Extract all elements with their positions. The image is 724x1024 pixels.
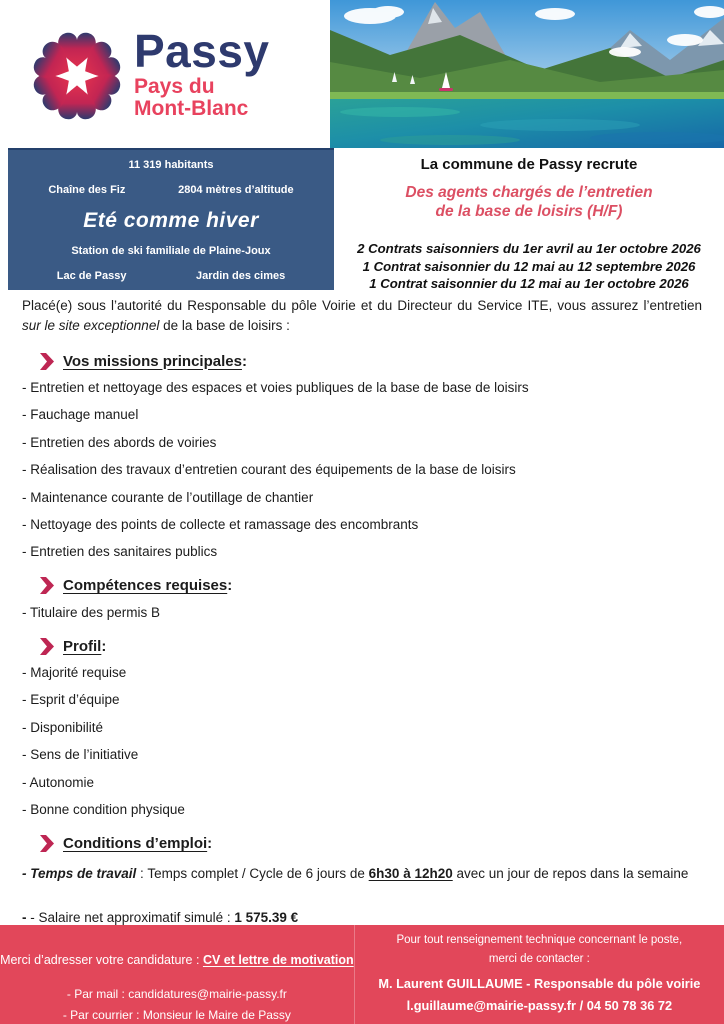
competences-heading — [40, 577, 702, 594]
profil-item: - Bonne condition physique — [22, 801, 185, 817]
commune-info-box — [8, 148, 334, 290]
job-title — [334, 183, 724, 222]
salary-label: - Salaire net approximatif simulé : — [30, 910, 235, 925]
document-body — [0, 290, 724, 925]
contact-info-line1: Pour tout renseignement technique concernant le poste, — [396, 934, 683, 946]
job-title-line2: de la base de loisirs (H/F) — [435, 203, 623, 221]
competences-heading-colon: : — [227, 577, 233, 595]
conditions-heading-colon: : — [207, 834, 213, 852]
info-row-2 — [22, 270, 320, 282]
brand-wordmark — [134, 24, 270, 121]
intro-paragraph — [22, 296, 702, 337]
ete-comme-hiver-headline: Eté comme hiver — [83, 208, 259, 232]
mission-item: - Nettoyage des points de collecte et ramassage des encombrants — [22, 516, 419, 532]
competences-heading-label: Compétences requises — [63, 577, 228, 595]
profil-item: - Majorité requise — [22, 665, 127, 680]
temps-travail-text1: Temps complet / Cycle de 6 jours de — [147, 865, 369, 881]
footer-contact-column — [355, 925, 724, 1024]
job-title-line1: Des agents chargés de l’entretien — [405, 184, 653, 201]
mission-item: - Réalisation des travaux d’entretien courant des équipements de la base de loisirs — [22, 462, 516, 478]
header — [0, 0, 724, 148]
lake-photo-illustration — [330, 0, 724, 148]
brand-subtitle-line1: Pays du — [134, 75, 215, 99]
habitants-label: 11 319 habitants — [128, 159, 214, 171]
temps-travail-text2: avec un jour de repos dans la semaine — [452, 865, 689, 881]
profil-item: - Disponibilité — [22, 719, 104, 735]
altitude-label: 2804 mètres d’altitude — [178, 183, 294, 196]
salary-line — [22, 910, 702, 925]
chevron-bullet-icon — [40, 577, 54, 594]
chevron-bullet-icon — [40, 835, 54, 852]
intro-italic-text: sur le site exceptionnel — [22, 318, 160, 334]
profil-item: - Autonomie — [22, 774, 95, 790]
lake-mountain-photo — [330, 0, 724, 148]
mission-item: - Entretien et nettoyage des espaces et voies publiques de la base de base de loisirs — [22, 380, 529, 395]
intro-text-2: de la base de loisirs : — [159, 318, 290, 334]
work-hours-value: 6h30 à 12h20 — [368, 865, 453, 881]
contract-line-3: 1 Contrat saisonnier du 12 mai au 1er octobre 2026 — [369, 276, 689, 292]
profil-heading — [40, 638, 702, 655]
missions-heading — [40, 353, 702, 370]
mission-item: - Maintenance courante de l’outillage de chantier — [22, 489, 314, 505]
contract-line-2: 1 Contrat saisonnier du 12 mai au 12 septembre 2026 — [362, 258, 696, 274]
intro-text-1: Placé(e) sous l’autorité du Responsable du pôle Voirie et du Directeur du Service ITE, vous assurez l’entretien — [22, 298, 702, 313]
jardin-des-cimes-label: Jardin des cimes — [195, 270, 286, 282]
profil-heading-label: Profil — [63, 637, 102, 655]
passy-logo — [0, 0, 330, 148]
profil-item: - Sens de l’initiative — [22, 747, 139, 763]
recruit-intro: La commune de Passy recrute — [420, 156, 638, 173]
cv-lettre-motivation-label: CV et lettre de motivation — [202, 953, 354, 967]
mission-item: - Entretien des abords de voiries — [22, 434, 217, 450]
application-instruction-text: Merci d’adresser votre candidature : — [0, 953, 203, 967]
profil-heading-colon: : — [101, 637, 107, 655]
passy-star-logo-icon — [30, 29, 124, 123]
subheader — [0, 148, 724, 290]
contact-person-name: M. Laurent GUILLAUME - Responsable du pôle voirie — [378, 976, 701, 991]
chaine-des-fiz-label: Chaîne des Fiz — [48, 183, 126, 196]
conditions-heading-label: Conditions d’emploi — [63, 834, 208, 852]
footer — [0, 925, 724, 1024]
application-instruction — [0, 953, 354, 967]
conditions-heading — [40, 835, 702, 852]
missions-heading-colon: : — [241, 352, 247, 370]
contracts-list — [334, 240, 724, 293]
lac-de-passy-label: Lac de Passy — [56, 270, 127, 282]
brand-subtitle — [134, 76, 270, 120]
contract-line-1: 2 Contrats saisonniers du 1er avril au 1er octobre 2026 — [357, 240, 701, 256]
temps-travail-label: - Temps de travail — [22, 865, 137, 881]
temps-travail-separator: : — [136, 865, 148, 881]
footer-application-column — [0, 925, 355, 1024]
competence-item: - Titulaire des permis B — [22, 604, 161, 620]
temps-travail-paragraph — [22, 864, 702, 884]
salary-dash: - — [22, 910, 31, 925]
profil-item: - Esprit d’équipe — [22, 692, 120, 708]
chevron-bullet-icon — [40, 638, 54, 655]
chevron-bullet-icon — [40, 353, 54, 370]
apply-by-mail-line[interactable]: - Par mail : candidatures@mairie-passy.fr — [66, 987, 287, 1001]
recruitment-header — [334, 148, 724, 290]
brand-subtitle-line2: Mont-Blanc — [134, 97, 249, 121]
contact-info-line2: merci de contacter : — [488, 953, 590, 965]
station-ski-label: Station de ski familiale de Plaine-Joux — [71, 245, 271, 258]
missions-heading-label: Vos missions principales — [63, 352, 242, 370]
contact-email-phone[interactable]: l.guillaume@mairie-passy.fr / 04 50 78 36 72 — [406, 998, 673, 1013]
mission-item: - Entretien des sanitaires publics — [22, 544, 218, 560]
apply-by-post-line: - Par courrier : Monsieur le Maire de Passy — [62, 1008, 291, 1022]
mission-item: - Fauchage manuel — [22, 407, 139, 423]
brand-name: Passy — [134, 24, 270, 77]
salary-amount: 1 575.39 € — [234, 910, 299, 925]
info-row-1 — [22, 184, 320, 196]
